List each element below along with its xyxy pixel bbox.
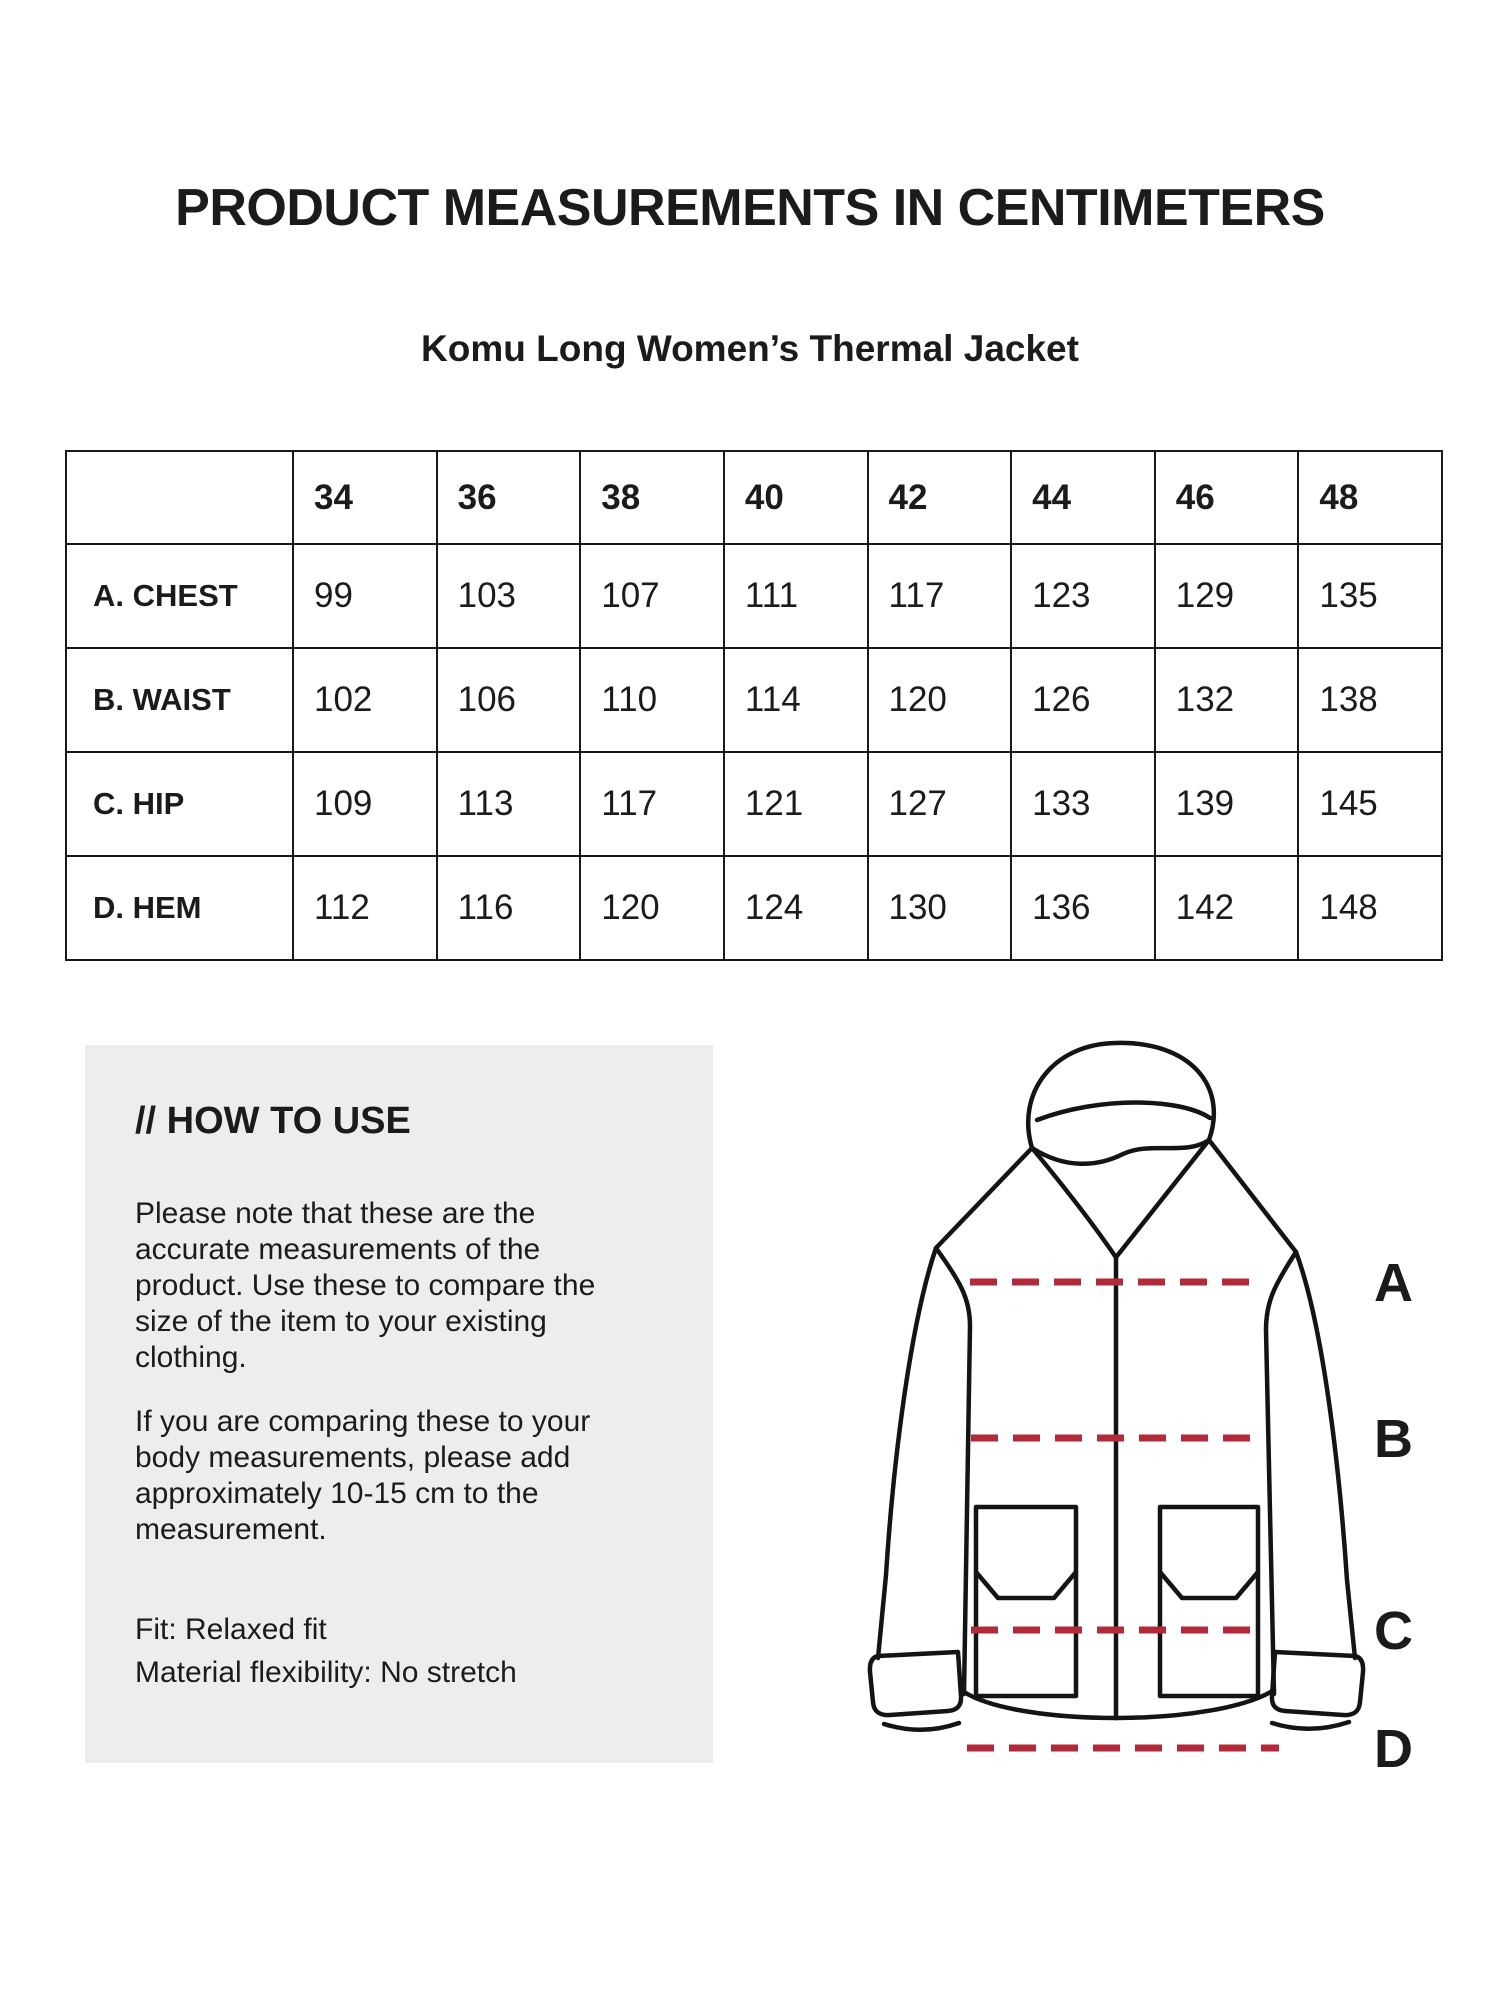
cuff-right [1272, 1652, 1363, 1715]
size-header-cell: 36 [437, 451, 581, 544]
row-label-cell: C. HIP [66, 752, 293, 856]
size-header-cell: 34 [293, 451, 437, 544]
how-to-use-paragraph-2: If you are comparing these to your body measurements, please add approximately 10-15 cm to the measurement. [135, 1405, 591, 1546]
label-chest-A: A [1374, 1253, 1413, 1313]
measurement-cell: 117 [868, 544, 1012, 648]
measurement-cell: 121 [724, 752, 868, 856]
jacket-measurement-diagram [860, 1030, 1440, 1810]
cuff-right-trim [1272, 1722, 1349, 1729]
pocket-left [976, 1507, 1076, 1696]
measurement-cell: 102 [293, 648, 437, 752]
measurement-cell: 136 [1011, 856, 1155, 960]
measurement-cell: 106 [437, 648, 581, 752]
measurement-cell: 103 [437, 544, 581, 648]
cuff-left-trim [884, 1723, 959, 1730]
measurement-letters [1374, 1253, 1413, 1779]
measurement-cell: 132 [1155, 648, 1299, 752]
measurement-cell: 110 [580, 648, 724, 752]
table-row [66, 752, 1442, 856]
body-right-edge [1266, 1252, 1296, 1694]
table-header-row [66, 451, 1442, 544]
measurements-table [65, 450, 1443, 961]
how-to-use-heading: // HOW TO USE [135, 1100, 411, 1142]
measurement-cell: 148 [1298, 856, 1442, 960]
measurement-cell: 114 [724, 648, 868, 752]
size-header-cell: 40 [724, 451, 868, 544]
size-header-cell: 46 [1155, 451, 1299, 544]
measurement-cell: 142 [1155, 856, 1299, 960]
measurement-cell: 124 [724, 856, 868, 960]
neck-right-inner [1117, 1140, 1209, 1256]
product-name: Komu Long Women’s Thermal Jacket [421, 328, 1079, 369]
pocket-right-flap [1160, 1572, 1258, 1598]
pocket-left-flap [976, 1572, 1076, 1598]
hood-face-opening [1037, 1103, 1210, 1121]
row-label-cell: A. CHEST [66, 544, 293, 648]
how-to-use-paragraph-1: Please note that these are the accurate measurements of the product. Use these to compare the size of the item to your existing clothing. [135, 1197, 596, 1374]
measurement-cell: 130 [868, 856, 1012, 960]
body-left-edge [936, 1248, 970, 1694]
hood-collar-wave [1032, 1140, 1209, 1164]
measurement-cell: 111 [724, 544, 868, 648]
sleeve-left-outer [878, 1248, 936, 1658]
measurement-cell: 117 [580, 752, 724, 856]
pocket-right [1160, 1507, 1258, 1696]
measurement-cell: 107 [580, 544, 724, 648]
measurement-cell: 123 [1011, 544, 1155, 648]
measurement-cell: 138 [1298, 648, 1442, 752]
table-body [66, 544, 1442, 960]
measurement-cell: 109 [293, 752, 437, 856]
row-label-cell: D. HEM [66, 856, 293, 960]
size-header-cell: 42 [868, 451, 1012, 544]
size-header-cell: 38 [580, 451, 724, 544]
page-title: PRODUCT MEASUREMENTS IN CENTIMETERS [175, 179, 1325, 237]
measurement-cell: 127 [868, 752, 1012, 856]
measurement-lines [967, 1282, 1279, 1748]
label-hem-D: D [1374, 1719, 1413, 1779]
measurement-cell: 112 [293, 856, 437, 960]
hood-outline [1028, 1043, 1214, 1148]
sleeve-right-outer [1296, 1252, 1355, 1658]
measurement-cell: 145 [1298, 752, 1442, 856]
corner-cell [66, 451, 293, 544]
row-label-cell: B. WAIST [66, 648, 293, 752]
table-row [66, 648, 1442, 752]
measurement-cell: 120 [580, 856, 724, 960]
table-row [66, 544, 1442, 648]
fit-note: Fit: Relaxed fit [135, 1613, 327, 1646]
collar-left-seam [936, 1148, 1032, 1248]
material-note: Material flexibility: No stretch [135, 1656, 517, 1689]
collar-right-seam [1209, 1140, 1296, 1252]
measurement-cell: 126 [1011, 648, 1155, 752]
measurement-cell: 120 [868, 648, 1012, 752]
label-hip-C: C [1374, 1601, 1413, 1661]
measurement-cell: 116 [437, 856, 581, 960]
how-to-use-panel [85, 1045, 713, 1763]
table-row [66, 856, 1442, 960]
measurement-cell: 139 [1155, 752, 1299, 856]
size-header-cell: 48 [1298, 451, 1442, 544]
measurement-cell: 99 [293, 544, 437, 648]
measurement-cell: 133 [1011, 752, 1155, 856]
size-header-cell: 44 [1011, 451, 1155, 544]
measurement-cell: 135 [1298, 544, 1442, 648]
measurement-cell: 129 [1155, 544, 1299, 648]
label-waist-B: B [1374, 1409, 1413, 1469]
measurement-cell: 113 [437, 752, 581, 856]
cuff-left [870, 1652, 961, 1715]
